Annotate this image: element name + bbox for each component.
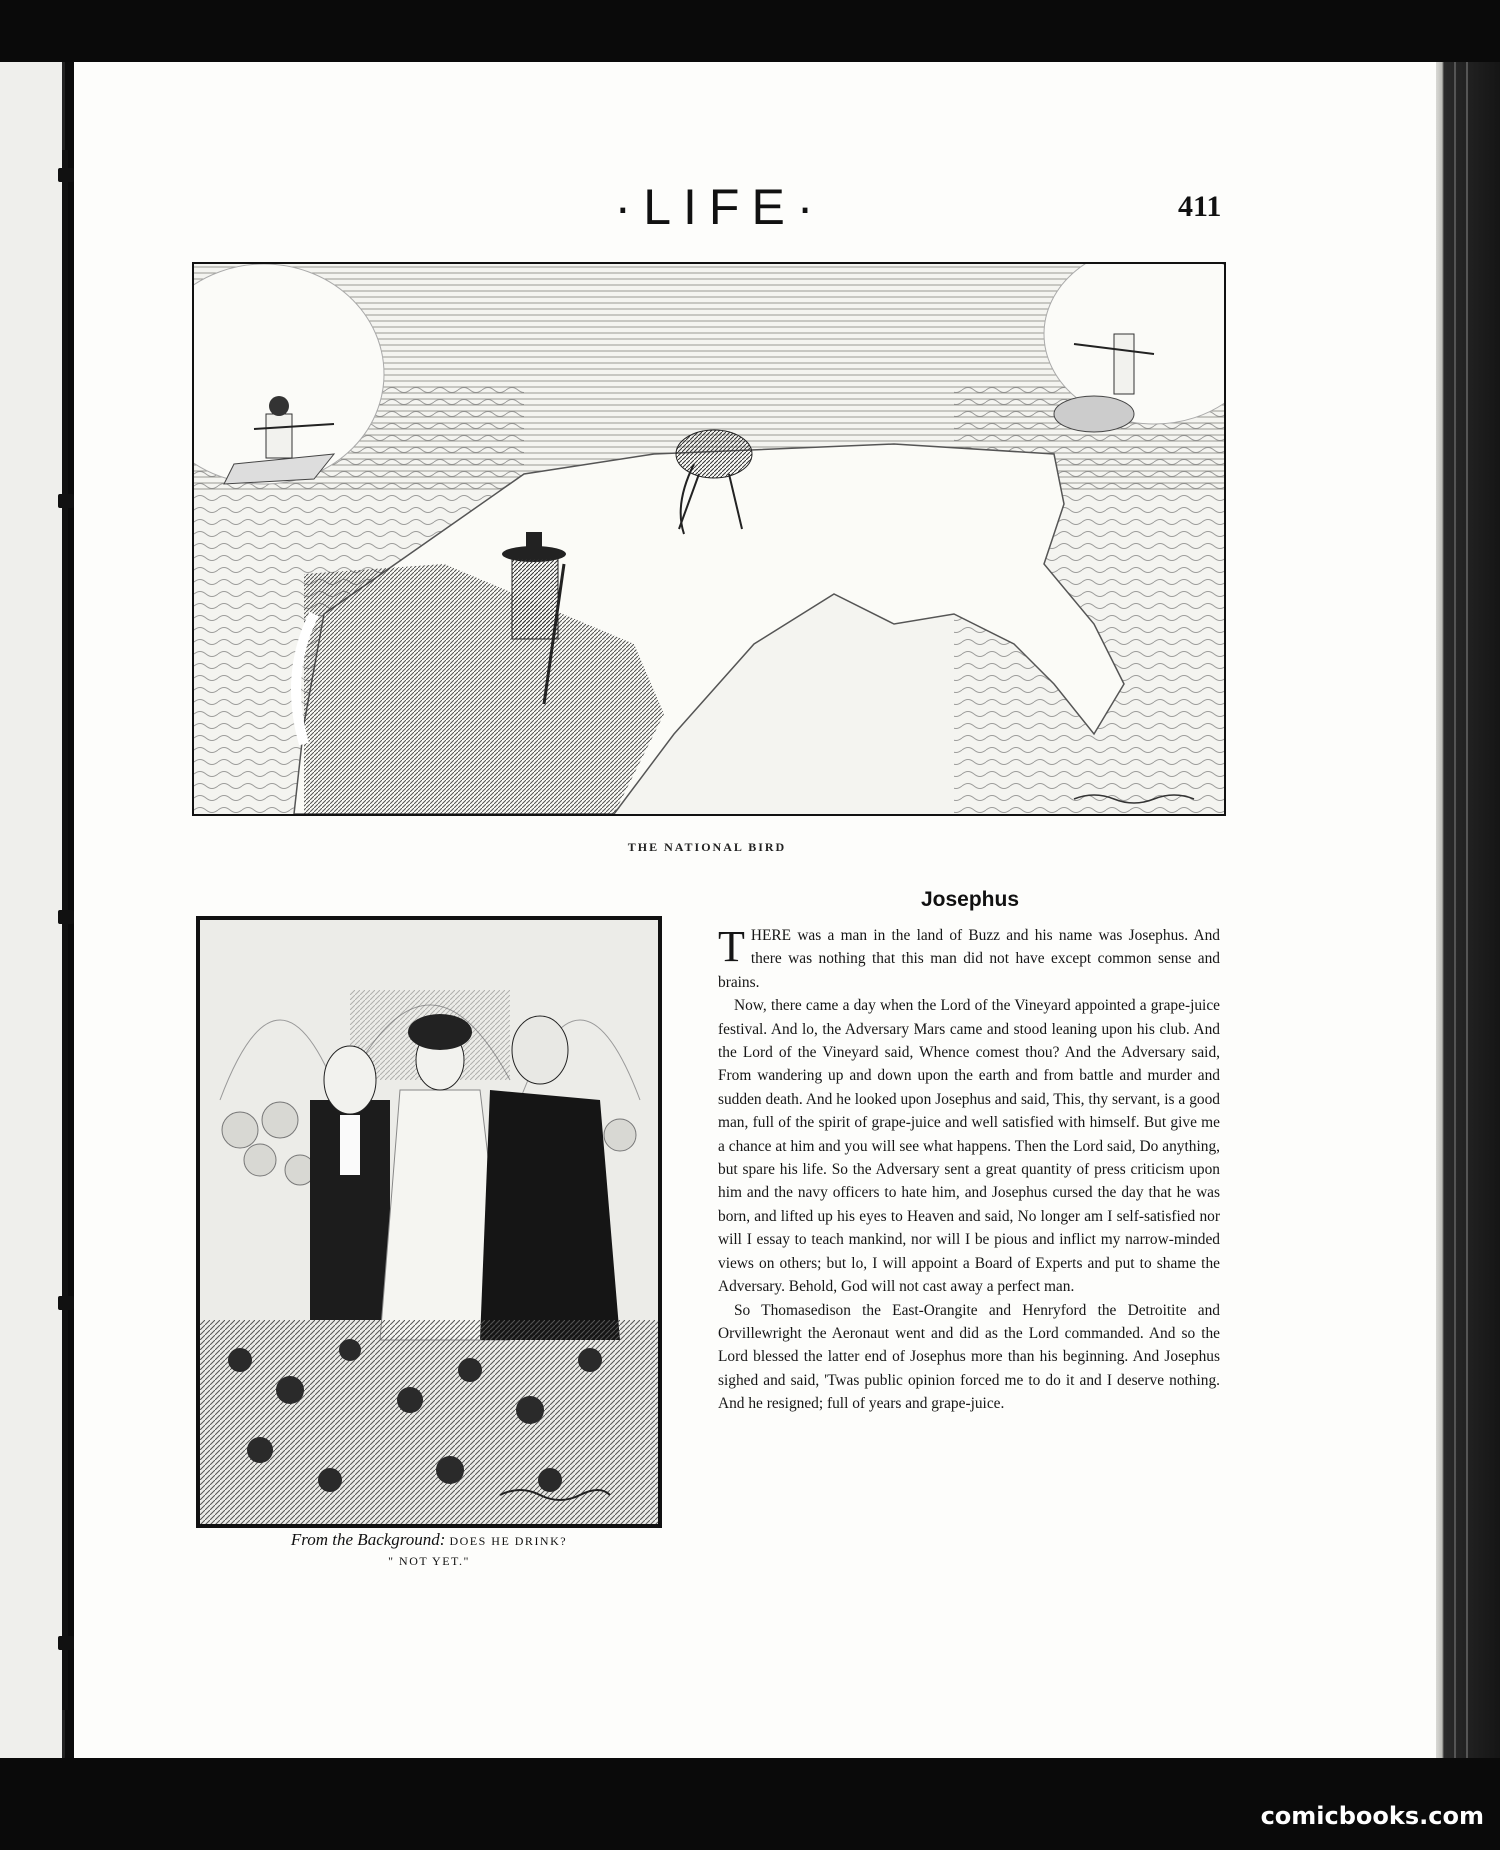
wedding-cartoon (196, 916, 662, 1528)
cartoon-illustration (194, 264, 1224, 814)
drop-cap: T (718, 922, 745, 971)
article-paragraph (718, 924, 1220, 994)
paragraph-text: HERE was a man in the land of Buzz and his name was Josephus. And there was nothing that this man did not have except common sense and brains. (718, 927, 1220, 991)
binding-mark (58, 1296, 74, 1310)
bottom-cartoon-caption (196, 1530, 662, 1571)
caption-question: DOES HE DRINK? (449, 1534, 568, 1548)
national-bird-cartoon (192, 262, 1226, 816)
binding-mark (58, 168, 74, 182)
top-cartoon-caption: THE NATIONAL BIRD (627, 840, 787, 854)
article-paragraph: So Thomasedison the East-Orangite and Henryford the Detroitite and Orvillewright the Aeronaut went and did as the Lord commanded. And so the Lord blessed the latter end of Josephus more than his beginning. And Josephus sighed and said, 'Twas public opinion forced me to do it and I deserve nothing. And he resigned; full of years and grape-juice. (718, 1301, 1220, 1413)
previous-page-edge (0, 62, 65, 1758)
article-body (718, 924, 1220, 1416)
article-title: Josephus (920, 888, 1020, 911)
caption-attribution: From the Background: (290, 1530, 446, 1549)
binding-mark (58, 1636, 74, 1650)
caption-answer: " NOT YET." (388, 1554, 470, 1568)
article-paragraph: Now, there came a day when the Lord of the Vineyard appointed a grape-juice festival. And lo, the Adversary Mars came and stood leaning upon his club. And the Lord of the Vineyard said, Whence comest thou? And the Adversary said, From wandering up and down upon the earth and from battle and murder and sudden death. And he looked upon Josephus and said, This, thy servant, is a good man, full of the spirit of grape-juice and well satisfied with himself. But give me a chance at him and you will see what happens. Then the Lord said, Do anything, but spare his life. So the Adversary sent a great quantity of press criticism upon him and the navy officers to hate him, and Josephus cursed the day that he was born, and lifted up his eyes to Heaven and said, No longer am I self-satisfied nor will I essay to teach mankind, nor will I be pious and inflict my narrow-minded views on others; but lo, I will appoint a Board of Experts and put to shame the Adversary. Behold, God will not cast away a perfect man. (718, 997, 1220, 1296)
binding-line (62, 150, 68, 1710)
cartoon-illustration (200, 920, 658, 1524)
masthead: ·LIFE· (614, 179, 826, 235)
right-page-edge (1436, 62, 1500, 1758)
binding-mark (58, 910, 74, 924)
watermark: comicbooks.com (1260, 1802, 1484, 1830)
binding-mark (58, 494, 74, 508)
page-number: 411 (1178, 190, 1222, 223)
